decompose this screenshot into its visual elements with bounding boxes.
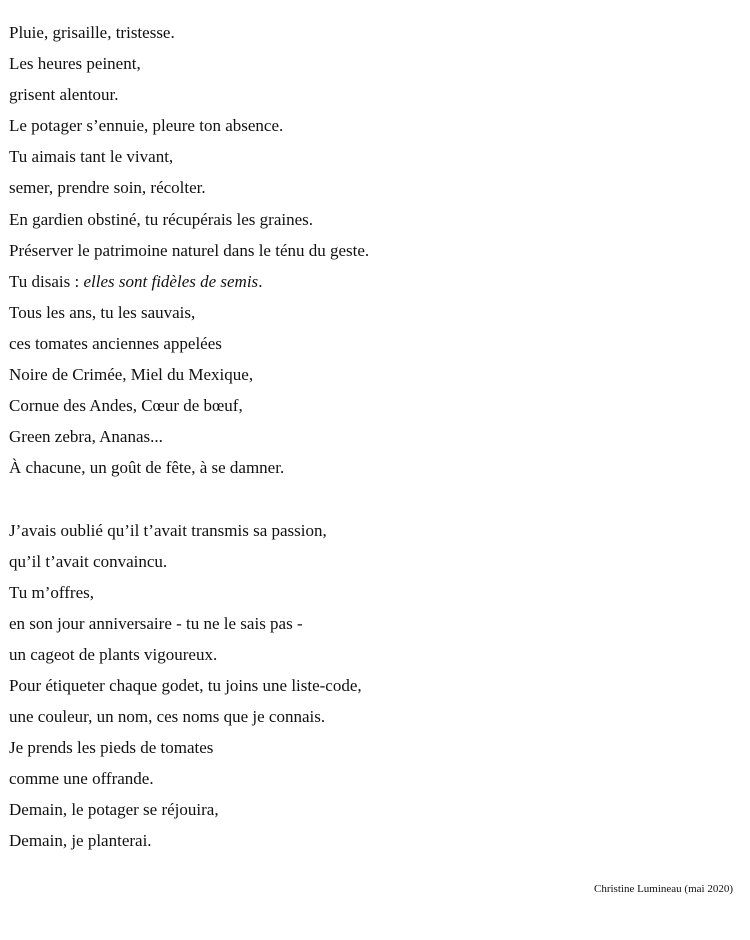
poem-line: Je prends les pieds de tomates	[9, 738, 214, 758]
poem-line: Pour étiqueter chaque godet, tu joins une liste-code,	[9, 675, 362, 695]
poem	[9, 17, 369, 857]
poem-line: Tu m’offres,	[9, 582, 95, 602]
poem-line: Demain, je planterai.	[9, 831, 152, 851]
poem-line: semer, prendre soin, récolter.	[9, 178, 206, 198]
poem-line: À chacune, un goût de fête, à se damner.	[9, 458, 285, 478]
poem-line: Tous les ans, tu les sauvais,	[9, 302, 196, 322]
poem-line-quote	[9, 266, 369, 297]
quote-italic: elles sont fidèles de semis	[83, 271, 259, 291]
poem-line: Cornue des Andes, Cœur de bœuf,	[9, 396, 243, 416]
stanza-1	[9, 17, 369, 483]
poem-line: en son jour anniversaire - tu ne le sais pas -	[9, 613, 303, 633]
stanza-2	[9, 515, 369, 857]
poem-line: Pluie, grisaille, tristesse.	[9, 23, 175, 42]
stanza-break	[9, 483, 369, 514]
poem-line: Green zebra, Ananas...	[9, 427, 163, 447]
poem-line: comme une offrande.	[9, 769, 154, 789]
poem-line: un cageot de plants vigoureux.	[9, 644, 218, 664]
author-signature: Christine Lumineau (mai 2020)	[594, 883, 733, 895]
poem-line: une couleur, un nom, ces noms que je connais.	[9, 707, 326, 727]
poem-line: qu’il t’avait convaincu.	[9, 551, 168, 571]
poem-line: En gardien obstiné, tu récupérais les graines.	[9, 209, 314, 229]
poem-line: Noire de Crimée, Miel du Mexique,	[9, 365, 254, 385]
poem-line: Les heures peinent,	[9, 54, 141, 74]
poem-line: Préserver le patrimoine naturel dans le ténu du geste.	[9, 240, 370, 260]
poem-line: Le potager s’ennuie, pleure ton absence.	[9, 116, 284, 136]
poem-line: Demain, le potager se réjouira,	[9, 800, 219, 820]
quote-suffix: .	[258, 271, 263, 291]
poem-line: J’avais oublié qu’il t’avait transmis sa passion,	[9, 520, 327, 540]
poem-line: grisent alentour.	[9, 85, 119, 105]
quote-prefix: Tu disais :	[9, 271, 84, 291]
poem-line: Tu aimais tant le vivant,	[9, 147, 174, 167]
poem-line: ces tomates anciennes appelées	[9, 333, 222, 353]
